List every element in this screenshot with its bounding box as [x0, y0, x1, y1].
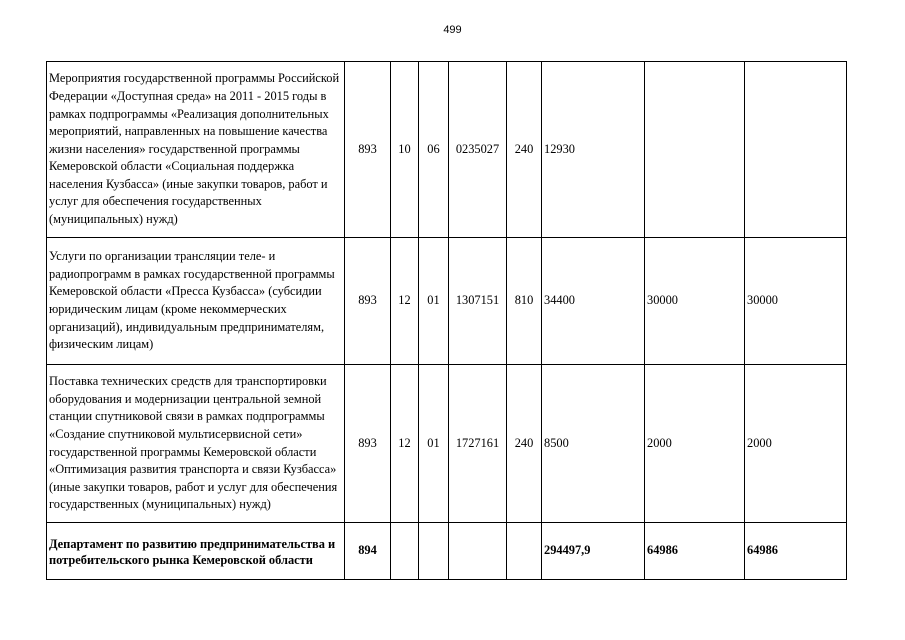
target-article-code: 0235027: [449, 62, 507, 238]
section-code: 12: [391, 238, 419, 365]
ministry-code: 894: [345, 523, 391, 580]
budget-table: [46, 61, 847, 580]
amount-year-1: 294497,9: [542, 523, 645, 580]
amount-year-3: 64986: [745, 523, 847, 580]
ministry-code: 893: [345, 365, 391, 523]
row-description: Услуги по организации трансляции теле- и радиопрограмм в рамках государственной программы Кемеровской области «Пресса Кузбасса» (субсидии юридическим лицам (кроме некоммерческих организаций), индивидуальным предпринимателям, физическим лицам): [47, 238, 345, 365]
expense-type-code: 240: [507, 365, 542, 523]
subsection-code: 01: [419, 238, 449, 365]
amount-year-3: [745, 62, 847, 238]
subsection-code: 01: [419, 365, 449, 523]
subsection-code: [419, 523, 449, 580]
amount-year-2: 30000: [645, 238, 745, 365]
subsection-code: 06: [419, 62, 449, 238]
table-row: [47, 62, 847, 238]
amount-year-2: [645, 62, 745, 238]
table-row: [47, 238, 847, 365]
ministry-code: 893: [345, 238, 391, 365]
section-code: 12: [391, 365, 419, 523]
expense-type-code: 810: [507, 238, 542, 365]
target-article-code: 1727161: [449, 365, 507, 523]
target-article-code: 1307151: [449, 238, 507, 365]
row-description: Мероприятия государственной программы Российской Федерации «Доступная среда» на 2011 - 2015 годы в рамках подпрограммы «Реализация дополнительных мероприятий, направленных на повышение качества жизни населения» государственной программы Кемеровской области «Социальная поддержка населения Кузбасса» (иные закупки товаров, работ и услуг для обеспечения государственных (муниципальных) нужд): [47, 62, 345, 238]
expense-type-code: [507, 523, 542, 580]
row-description: Департамент по развитию предпринимательства и потребительского рынка Кемеровской области: [47, 523, 345, 580]
amount-year-1: 34400: [542, 238, 645, 365]
page-number: 499: [443, 24, 462, 36]
expense-type-code: 240: [507, 62, 542, 238]
amount-year-2: 64986: [645, 523, 745, 580]
department-total-row: [47, 523, 847, 580]
amount-year-1: 8500: [542, 365, 645, 523]
section-code: [391, 523, 419, 580]
ministry-code: 893: [345, 62, 391, 238]
row-description: Поставка технических средств для транспортировки оборудования и модернизации центральной земной станции спутниковой связи в рамках подпрограммы «Создание спутниковой мультисервисной сети» государственной программы Кемеровской области «Оптимизация развития транспорта и связи Кузбасса» (иные закупки товаров, работ и услуг для обеспечения государственных (муниципальных) нужд): [47, 365, 345, 523]
amount-year-3: 2000: [745, 365, 847, 523]
target-article-code: [449, 523, 507, 580]
amount-year-2: 2000: [645, 365, 745, 523]
section-code: 10: [391, 62, 419, 238]
amount-year-1: 12930: [542, 62, 645, 238]
amount-year-3: 30000: [745, 238, 847, 365]
table-row: [47, 365, 847, 523]
